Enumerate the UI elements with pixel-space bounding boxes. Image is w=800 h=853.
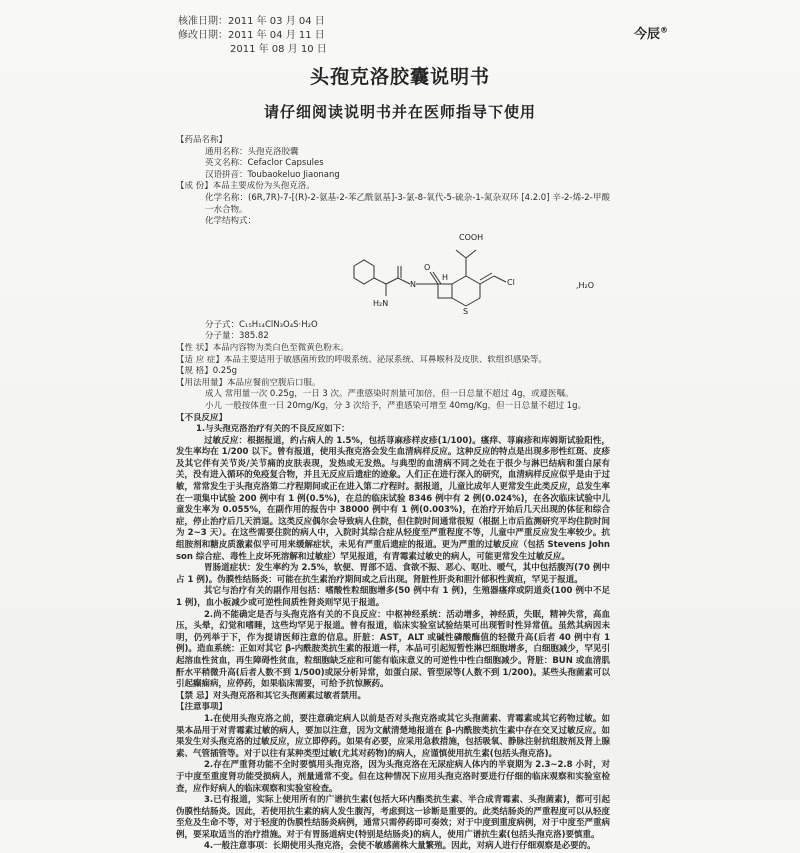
structure-diagram: [176, 228, 610, 320]
molecular-formula: 分子式：C₁₅H₁₄ClN₃O₄S·H₂O: [205, 319, 318, 330]
precaution-p1: 1.在使用头孢克洛之前，要注意确定病人以前是否对头孢克洛或其它头孢菌素、青霉素或其它药物过敏。如果本品用于对青霉素过敏的病人，要加以注意，因为文献清楚地报道在 β-内酰胺类抗生素中存在交叉过敏反应。如果发生对头孢克洛的过敏反应，应立即停药。如果有必要，应采用急救措施，包括吸氧、静脉注射抗组胺剂及肾上腺素、气管插管等。对于以往有某种类型过敏(尤其对药物)的病人，应谨慎使用抗生素(包括头孢克洛)。: [176, 713, 610, 759]
adverse-p4: 2.尚不能确定是否与头孢克洛有关的不良反应：中枢神经系统：活动增多，神经质，失眠，精神失常，高血压，头晕，幻觉和嗜睡，这些均罕见于报道。曾有报道，临床实验室试验结果可出现暂时性异常值。虽然其病因未明，仍列举于下，作为提请医师注意的信息。肝脏：AST，ALT 或碱性磷酸酶值的轻微升高(后者 40 例中有 1 例)。造血系统：正如对其它 β-内酰胺类抗生素的报道一样，本品可引起短暂性淋巴细胞增多，白细胞减少，罕见引起溶血性贫血，再生障碍性贫血，粒细胞缺乏症和可能有临床意义的可逆性中性白细胞减少。肾脏：BUN 或血清肌酐水平稍微升高(后者人数不到 1/500)或尿分析异常，如蛋白尿、管型尿等(人数不到 1/200)。某些头孢菌素可以引起癫痫病，应停药，如果临床需要，可给予抗惊厥药。: [176, 609, 610, 690]
chlorine-label: Cl: [507, 277, 515, 287]
brand-name: 今辰: [634, 27, 661, 42]
molecular-weight: 分子量：385.82: [205, 331, 269, 342]
adverse-p3: 其它与治疗有关的副作用包括：嗜酸性粒细胞增多(50 例中有 1 例)，生殖器瘙痒或阴道炎(100 例中不足 1 例)，血小板减少或可逆性间质性肾炎则罕见于报道。: [176, 586, 610, 608]
lactam-ring: [438, 284, 452, 298]
leaflet-body: [176, 135, 610, 853]
brand-logo: [634, 23, 668, 42]
section-adverse: 【不良反应】: [176, 412, 228, 423]
approval-date: 核准日期：2011 年 03 月 04 日: [178, 16, 325, 27]
section-composition: 【成 份】本品主要成份为头孢克洛。: [176, 181, 315, 192]
precaution-p4: 4.一般注意事项：长期使用头孢克洛，会使不敏感菌株大量繁殖。因此，对病人进行仔细观察是必要的。: [204, 841, 596, 852]
adverse-p2: 胃肠道症状：发生率约为 2.5%，软便、胃部不适、食欲不振、恶心、呕吐、嗳气，其中包括腹泻(70 例中占 1 例)。伪膜性结肠炎：可能在抗生素治疗期间或之后出现。肾脏性肝炎和胆汁郁积性黄疸，罕见于报道。: [176, 563, 610, 585]
section-precautions: 【注意事项】: [176, 702, 228, 713]
cooh-label: COOH: [459, 232, 484, 242]
pinyin-name: 汉语拼音：Toubaokeluo Jiaonang: [205, 169, 340, 180]
sulfur-label: S: [463, 306, 469, 316]
structure-label: 化学结构式：: [205, 216, 257, 227]
amine-label: H₂N: [373, 298, 389, 308]
section-dosage: 【用法用量】本品应餐前空腹后口服。: [176, 377, 321, 388]
dosage-child: 小儿 一般按体重一日 20mg/Kg，分 3 次给予，严重感染可增至 40mg/Kg，但一日总量不超过 1g。: [205, 400, 587, 411]
adverse-p1-title: 1.与头孢克洛治疗有关的不良反应如下：: [196, 424, 350, 435]
hydrogen-label: H: [442, 272, 449, 282]
oxygen-label: O: [424, 262, 431, 272]
section-indications: 【适 应 症】本品主要适用于敏感菌所致的呼吸系统、泌尿系统、耳鼻喉科及皮肤、软组织感染等。: [176, 354, 547, 365]
adverse-p1: 过敏反应：根据报道，约占病人的 1.5%，包括荨麻疹样皮疹(1/100)。瘙痒、荨麻疹和库姆斯试验阳性，发生率均在 1/200 以下。曾有报道，使用头孢克洛会发生血清病样反应。这种反应的特点是出现多形性红斑、皮疹及其它伴有关节炎/关节痛的皮肤表现，发热或无发热。与典型的血清病不同之处在于很少与淋巴结病和蛋白尿有关，没有进入循环的免疫复合物，并且无反应后遗症的迹象。人们正在进行深入的研究，血清病样反应似乎是由于过敏，常常发生于头孢克洛第二疗程期间或正在进入第二疗程时。据报道，儿童比成年人更常发生此类反应，总发生率在一项集中试验 200 例中有 1 例(0.5%)，在总的临床试验 8346 例中有 2 例(0.024%)，在各次临床试验中儿童发生率为 0.055%，在副作用的报告中 38000 例中有 1 例(0.003%)，在治疗开始后几天出现的体征和综合症，停止治疗后几天消退。这类反应偶尔会导致病人住院，但住院时间通常很短（根据上市后监测研究平均住院时间为 2~3 天）。在这些需要住院的病人中，入院时其综合症从轻度至严重程度不等，儿童中严重反应发生率较少。抗组胺剂和糖皮质激素似乎可用来缓解症状，未见有严重后遗症的报道。更为严重的过敏反应（包括 Stevens Johnson 综合症、毒性上皮坏死溶解和过敏症）罕见报道，有青霉素过敏史的病人，可能更常发生过敏反应。: [176, 435, 610, 562]
section-drug-name: 【药品名称】: [176, 135, 228, 145]
revision-date-2: 2011 年 08 月 10 日: [230, 44, 327, 55]
english-name: 英文名称：Cefaclor Capsules: [205, 158, 324, 169]
chemical-structure: [176, 228, 610, 320]
section-contraindications: 【禁 忌】对头孢克洛和其它头孢菌素过敏者禁用。: [176, 690, 366, 701]
nitrogen-label: N: [410, 279, 416, 289]
section-properties: 【性 状】本品内容物为类白色至微黄色粉末。: [176, 342, 349, 353]
document-subtitle: 请仔细阅读说明书并在医师指导下使用: [263, 103, 536, 121]
approval-dates: [178, 15, 327, 57]
precaution-p3: 3.已有报道，实际上使用所有的广谱抗生素(包括大环内酯类抗生素、半合成青霉素、头孢菌素)，都可引起伪膜性结肠炎。因此，若使用抗生素的病人发生腹泻，考虑到这一诊断是重要的。此类结肠炎的严重程度可以从轻度至危及生命不等，对于轻度的伪膜性结肠炎病例，通常只需停药即可奏效；对于中度到重度病例，对于中度至严重病例，要采取适当的治疗措施。对于有胃肠道病史(特别是结肠炎)的病人，使用广谱抗生素(包括头孢克洛)要慎重。: [176, 795, 610, 840]
generic-name: 通用名称：头孢克洛胶囊: [205, 146, 299, 157]
precaution-p2: 2.存在严重肾功能不全时要慎用头孢克洛，因为头孢克洛在无尿症病人体内的半衰期为 2.3~2.8 小时，对于中度至重度肾功能受损病人，剂量通常不变。但在这种情况下应用头孢克洛时要进行仔细的临床观察和实验室检查，应作好病人的临床观察和实验室检查。: [176, 760, 610, 794]
phenyl-ring: [354, 260, 374, 284]
hydrate-label: ,H₂O: [576, 280, 595, 290]
dosage-adult: 成人 常用量一次 0.25g，一日 3 次。严重感染时剂量可加倍，但一日总量不超过 4g，或遵医嘱。: [205, 389, 574, 400]
chemical-name: 化学名称：(6R,7R)-7-[(R)-2-氨基-2-苯乙酰氨基]-3-氯-8-氧代-5-硫杂-1-氮杂双环 [4.2.0] 辛-2-烯-2-甲酸一水合物。: [205, 192, 610, 215]
revision-date: 修改日期：2011 年 04 月 11 日: [178, 30, 325, 41]
registered-mark: ®: [660, 25, 669, 35]
document-title: 头孢克洛胶囊说明书: [309, 66, 490, 88]
section-spec: 【规 格】0.25g: [176, 366, 238, 377]
